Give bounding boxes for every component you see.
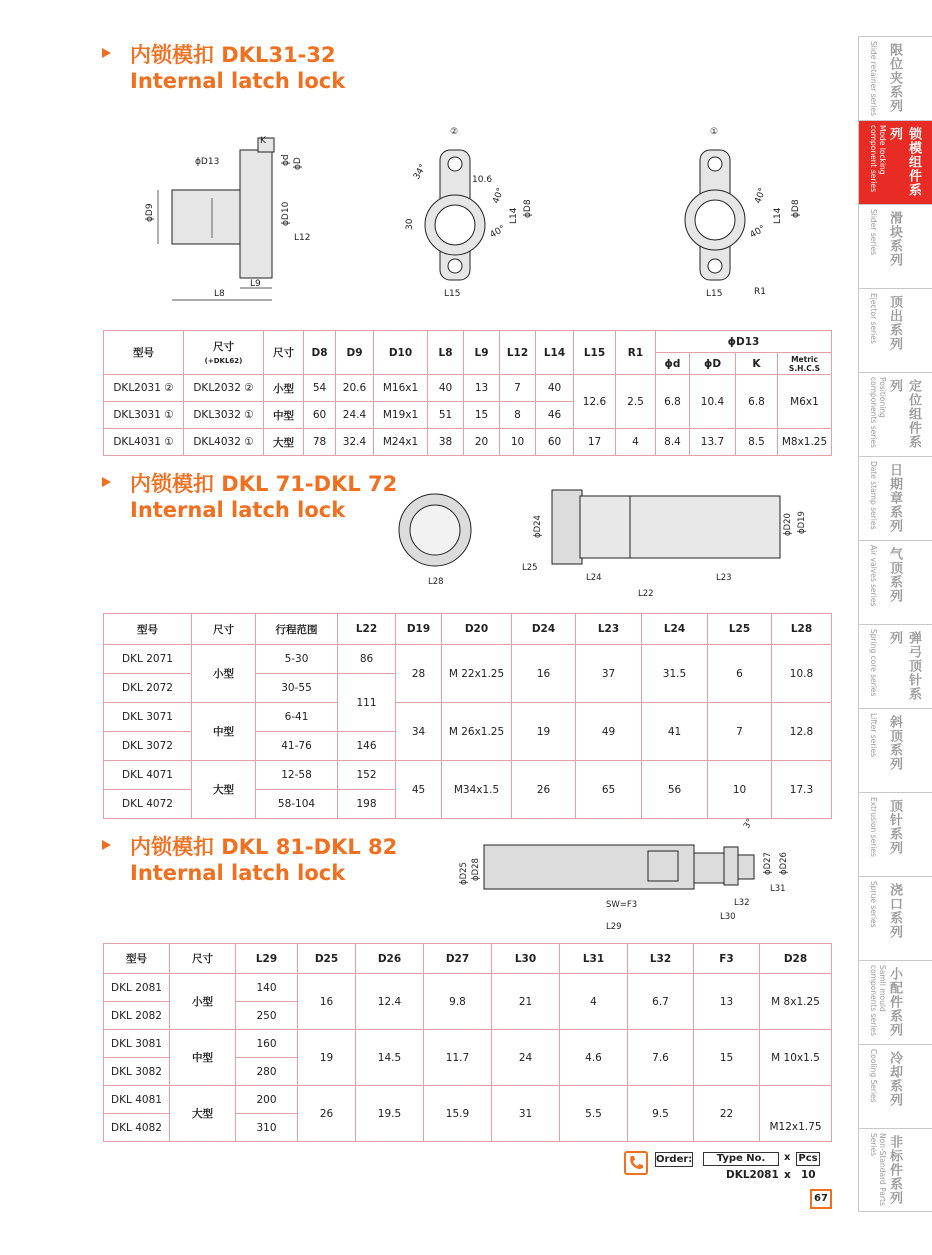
cell: 15.9 (424, 1086, 492, 1142)
sidebar-item-cn: 滑块系列 (887, 211, 902, 267)
section-title-2 (130, 471, 397, 523)
cell: 11.7 (424, 1030, 492, 1086)
header-cell: 型号 (104, 614, 192, 645)
table-row (104, 375, 832, 402)
cell: DKL 2082 (104, 1002, 170, 1030)
header-cell: L28 (772, 614, 832, 645)
cell: 20 (464, 429, 500, 456)
section-title-3 (130, 834, 397, 886)
cell: DKL 2081 (104, 974, 170, 1002)
cell: 60 (536, 429, 574, 456)
label-l30: L30 (720, 912, 736, 922)
cell: 4 (616, 429, 656, 456)
cell: 37 (576, 645, 642, 703)
sidebar-item-en: Samll mould components series (869, 965, 887, 1036)
sidebar-item-cn: 浇口系列 (887, 883, 902, 939)
cell: M 8x1.25 (760, 974, 832, 1030)
table-row (104, 703, 832, 732)
header-cell: ϕd (656, 353, 690, 375)
order-label: Order: (656, 1154, 693, 1165)
cell: DKL 2072 (104, 674, 192, 703)
bullet-arrow-icon (102, 48, 111, 58)
cell: 58-104 (256, 790, 338, 819)
header-cell (778, 353, 832, 375)
cell: 12.8 (772, 703, 832, 761)
cell: 15 (464, 402, 500, 429)
cell: M16x1 (374, 375, 428, 402)
header-cell: 尺寸 (264, 331, 304, 375)
side-view (172, 138, 274, 278)
cell: 86 (338, 645, 396, 674)
cell: 15 (694, 1030, 760, 1086)
section-title-cn: 内锁模扣 DKL31-32 (130, 43, 336, 67)
sidebar-item-en: Extrusion series (869, 797, 878, 857)
cell: 200 (236, 1086, 298, 1114)
cell: 5-30 (256, 645, 338, 674)
label-d10: ϕD10 (281, 201, 291, 226)
header-cell: D19 (396, 614, 442, 645)
header-cell: L29 (236, 944, 298, 974)
front-view-1 (685, 150, 745, 280)
header-cell: 型号 (104, 331, 184, 375)
header-cell: 尺寸 (192, 614, 256, 645)
cell: 16 (298, 974, 356, 1030)
table-row (104, 1030, 832, 1058)
cell: 26 (298, 1086, 356, 1142)
label-40b: 40° (488, 223, 508, 241)
header-text: Metric (791, 354, 818, 364)
cell: 31.5 (642, 645, 708, 703)
header-cell: L25 (708, 614, 772, 645)
sidebar-item-slide-retainer[interactable] (859, 36, 932, 120)
label-d26: ϕD26 (779, 852, 789, 875)
cell: 140 (236, 974, 298, 1002)
label-l9: L9 (250, 279, 261, 289)
sidebar-item-en: Spring core series (869, 629, 878, 697)
sidebar-item-sprue[interactable] (859, 876, 932, 960)
sidebar-item-en: Mode locking component series (869, 125, 887, 193)
cell: 中型 (264, 402, 304, 429)
header-cell: 行程范围 (256, 614, 338, 645)
cell: DKL3032 ① (184, 402, 264, 429)
drawing-dkl81-82 (430, 815, 800, 940)
sidebar-item-cn: 弹弓顶针系列 (887, 631, 921, 701)
cell: 10 (708, 761, 772, 819)
cell: 中型 (170, 1030, 236, 1086)
label-d28: ϕD28 (471, 858, 481, 881)
end-view (399, 494, 471, 566)
cell: DKL 4072 (104, 790, 192, 819)
table-row (104, 429, 832, 456)
label-34: 34° (411, 162, 429, 182)
label-l12: L12 (294, 233, 311, 243)
cell: 13.7 (690, 429, 736, 456)
cell: M8x1.25 (778, 429, 832, 456)
section-title-en: Internal latch lock (130, 498, 346, 522)
sidebar-item-en: Lifter series (869, 713, 878, 758)
label-d20: ϕD20 (783, 513, 793, 536)
sidebar-item-cn: 定位组件系列 (887, 379, 921, 449)
sidebar-item-cn: 斜顶系列 (887, 715, 902, 771)
label-d25: ϕD25 (459, 862, 469, 885)
cell: M 10x1.5 (760, 1030, 832, 1086)
page-number: 67 (810, 1189, 832, 1209)
side-view (552, 490, 780, 564)
sidebar-item-en: Sprue series (869, 881, 878, 928)
label-l22: L22 (638, 589, 654, 599)
cell: 40 (536, 375, 574, 402)
cell: DKL 3071 (104, 703, 192, 732)
sidebar-item-date-stamp[interactable] (859, 456, 932, 540)
sidebar-item-lifter[interactable] (859, 708, 932, 792)
label-l25: L25 (522, 563, 538, 573)
header-cell: D8 (304, 331, 336, 375)
cell: 7.6 (628, 1030, 694, 1086)
cell: 8.4 (656, 429, 690, 456)
cell: 22 (694, 1086, 760, 1142)
order-x2: x (784, 1169, 791, 1181)
cell: 24.4 (336, 402, 374, 429)
cell: 51 (428, 402, 464, 429)
cell: 31 (492, 1086, 560, 1142)
cell: 24 (492, 1030, 560, 1086)
cell: DKL4032 ① (184, 429, 264, 456)
cell: 8 (500, 402, 536, 429)
cell: 146 (338, 732, 396, 761)
cell: 14.5 (356, 1030, 424, 1086)
label-l31: L31 (770, 884, 786, 894)
cell: 34 (396, 703, 442, 761)
header-cell: F3 (694, 944, 760, 974)
header-cell: D10 (374, 331, 428, 375)
spec-table-dkl71-72 (103, 613, 832, 819)
label-d8: ϕD8 (523, 199, 533, 218)
cell: 13 (464, 375, 500, 402)
header-cell: L24 (642, 614, 708, 645)
cell: DKL2032 ② (184, 375, 264, 402)
cell: M34x1.5 (442, 761, 512, 819)
cell: 7 (708, 703, 772, 761)
table-row (104, 645, 832, 674)
header-cell: ϕD (690, 353, 736, 375)
section-title-cn: 内锁模扣 DKL 81-DKL 82 (130, 835, 398, 859)
label-l28: L28 (428, 577, 444, 587)
label-l14-v1: L14 (773, 207, 783, 224)
cell: 160 (236, 1030, 298, 1058)
cell: 41 (642, 703, 708, 761)
cell: 小型 (264, 375, 304, 402)
cell: 21 (492, 974, 560, 1030)
label-l15: L15 (444, 289, 461, 299)
sidebar-item-en: Positioning components series (869, 377, 887, 448)
cell: DKL4031 ① (104, 429, 184, 456)
cell: 4.6 (560, 1030, 628, 1086)
header-cell: D25 (298, 944, 356, 974)
header-subtext: (+DKL62) (204, 357, 243, 365)
order-type-no: Type No. (703, 1152, 779, 1166)
cell: 78 (304, 429, 336, 456)
cell: 10 (500, 429, 536, 456)
label-phid: ϕd (281, 154, 291, 166)
sidebar-item-cn: 气顶系列 (887, 547, 902, 603)
sidebar-item-cn: 限位夹系列 (887, 43, 902, 113)
cell: 250 (236, 1002, 298, 1030)
cell: DKL 4071 (104, 761, 192, 790)
body-shape (172, 190, 242, 244)
cell: 小型 (170, 974, 236, 1030)
front-view-2 (425, 150, 485, 280)
cell: 41-76 (256, 732, 338, 761)
cell: 19 (298, 1030, 356, 1086)
label-l32: L32 (734, 898, 750, 908)
header-cell: L22 (338, 614, 396, 645)
drawing-dkl31-32 (100, 120, 840, 320)
sidebar-item-cn: 小配件系列 (887, 967, 902, 1037)
sidebar-item-spring-core[interactable] (859, 624, 932, 708)
cell: 30-55 (256, 674, 338, 703)
cell: M19x1 (374, 402, 428, 429)
cell: 7 (500, 375, 536, 402)
sidebar-item-slider[interactable] (859, 204, 932, 288)
cell: 26 (512, 761, 576, 819)
sidebar-item-extrusion[interactable] (859, 792, 932, 876)
table-row (104, 974, 832, 1002)
header-cell: 型号 (104, 944, 170, 974)
cell: 16 (512, 645, 576, 703)
sidebar-item-non-standard[interactable] (859, 1128, 932, 1212)
header-cell: 尺寸 (170, 944, 236, 974)
header-cell: L14 (536, 331, 574, 375)
sidebar-item-en: Non-Standard Parts Series (869, 1133, 887, 1206)
cell: 152 (338, 761, 396, 790)
cell: 10.4 (690, 375, 736, 429)
header-cell: L12 (500, 331, 536, 375)
header-cell: L8 (428, 331, 464, 375)
cell: 12.4 (356, 974, 424, 1030)
header-cell: L32 (628, 944, 694, 974)
sidebar-item-cn: 锁模组件系列 (887, 127, 921, 197)
header-cell: L23 (576, 614, 642, 645)
sidebar-item-en: Air valves series (869, 545, 878, 607)
cell: 6-41 (256, 703, 338, 732)
header-cell: ϕD13 (656, 331, 832, 353)
header-subtext: S.H.C.S (788, 363, 821, 373)
cell: 310 (236, 1114, 298, 1142)
label-view2: ② (450, 127, 459, 137)
order-example-type: DKL2081 (726, 1169, 779, 1181)
header-cell: L15 (574, 331, 616, 375)
sidebar-item-en: Cooling Series (869, 1049, 878, 1103)
cell: DKL 3072 (104, 732, 192, 761)
sidebar-item-positioning[interactable] (859, 372, 932, 456)
label-l23: L23 (716, 573, 732, 583)
cell: 56 (642, 761, 708, 819)
cell: M12x1.75 (760, 1086, 832, 1142)
header-cell: L30 (492, 944, 560, 974)
cell: 19.5 (356, 1086, 424, 1142)
cell: M 22x1.25 (442, 645, 512, 703)
cell: 32.4 (336, 429, 374, 456)
sidebar-item-cooling[interactable] (859, 1044, 932, 1128)
label-l24: L24 (586, 573, 602, 583)
cell: M 26x1.25 (442, 703, 512, 761)
cell: 小型 (192, 645, 256, 703)
label-view1: ① (710, 127, 719, 137)
cell: DKL 4081 (104, 1086, 170, 1114)
table-row (104, 1086, 832, 1114)
cell: 12.6 (574, 375, 616, 429)
cell: 大型 (170, 1086, 236, 1142)
label-30: 30 (405, 218, 415, 230)
spec-table-dkl31-32 (103, 330, 832, 456)
sidebar-item-cn: 顶出系列 (887, 295, 902, 351)
cell: DKL 4082 (104, 1114, 170, 1142)
spec-table-dkl81-82 (103, 943, 832, 1142)
header-cell (184, 331, 264, 375)
cell: 28 (396, 645, 442, 703)
cell: 38 (428, 429, 464, 456)
drawing-dkl71-72 (390, 478, 810, 606)
cell: 40 (428, 375, 464, 402)
section-title-cn: 内锁模扣 DKL 71-DKL 72 (130, 472, 398, 496)
header-cell: D20 (442, 614, 512, 645)
sidebar-item-en: Slide retainer series (869, 41, 878, 116)
cell: 6.8 (656, 375, 690, 429)
order-qty: 10 (801, 1169, 816, 1181)
label-l14: L14 (509, 207, 519, 224)
label-d24: ϕD24 (533, 515, 543, 538)
label-r1: R1 (754, 287, 766, 297)
sidebar-item-en: Date stamp series (869, 461, 878, 530)
section-title-en: Internal latch lock (130, 861, 346, 885)
cell: 13 (694, 974, 760, 1030)
cell: 6.8 (736, 375, 778, 429)
label-3deg: 3° (741, 817, 756, 831)
flange-shape (240, 150, 272, 278)
cell: 2.5 (616, 375, 656, 429)
header-cell: D27 (424, 944, 492, 974)
cell: 10.8 (772, 645, 832, 703)
label-phiD: ϕD (293, 157, 303, 170)
sidebar (858, 36, 932, 1212)
label-40a-v1: 40° (753, 186, 769, 206)
cell: M6x1 (778, 375, 832, 429)
header-cell: R1 (616, 331, 656, 375)
cell: 111 (338, 674, 396, 732)
sidebar-item-cn: 非标件系列 (887, 1135, 902, 1205)
sidebar-item-air-valves[interactable] (859, 540, 932, 624)
sidebar-item-cn: 顶针系列 (887, 799, 902, 855)
cell: 大型 (264, 429, 304, 456)
cell: 280 (236, 1058, 298, 1086)
label-sw: SW=F3 (606, 900, 638, 910)
header-cell: L9 (464, 331, 500, 375)
cell: DKL 2071 (104, 645, 192, 674)
label-d13: ϕD13 (195, 157, 220, 167)
sidebar-item-mode-locking[interactable] (859, 120, 932, 204)
cell: 49 (576, 703, 642, 761)
sidebar-item-ejector[interactable] (859, 288, 932, 372)
label-d27: ϕD27 (763, 852, 773, 875)
header-text: 尺寸 (213, 341, 234, 353)
cell: 17.3 (772, 761, 832, 819)
sidebar-item-cn: 日期章系列 (887, 463, 902, 533)
cell: 46 (536, 402, 574, 429)
cell: 6 (708, 645, 772, 703)
cell: 54 (304, 375, 336, 402)
cell: 198 (338, 790, 396, 819)
label-d19: ϕD19 (797, 511, 807, 534)
bullet-arrow-icon (102, 477, 111, 487)
order-x: x (784, 1152, 791, 1163)
cell: 60 (304, 402, 336, 429)
label-l15-v1: L15 (706, 289, 723, 299)
cell: DKL3031 ① (104, 402, 184, 429)
header-cell: K (736, 353, 778, 375)
sidebar-item-en: Ejector series (869, 293, 878, 344)
label-k: K (260, 136, 266, 146)
cell: 9.8 (424, 974, 492, 1030)
label-106: 10.6 (472, 175, 493, 185)
table-row (104, 761, 832, 790)
cell: 20.6 (336, 375, 374, 402)
cell: M24x1 (374, 429, 428, 456)
label-d8-v1: ϕD8 (791, 199, 801, 218)
cell: 45 (396, 761, 442, 819)
label-l8: L8 (214, 289, 225, 299)
cell: DKL 3081 (104, 1030, 170, 1058)
header-cell: D24 (512, 614, 576, 645)
cell: 12-58 (256, 761, 338, 790)
cell: 5.5 (560, 1086, 628, 1142)
phone-icon (624, 1151, 648, 1175)
header-cell: D9 (336, 331, 374, 375)
cell: 4 (560, 974, 628, 1030)
label-40a: 40° (491, 186, 507, 206)
section-title-en: Internal latch lock (130, 69, 346, 93)
header-cell: L31 (560, 944, 628, 974)
section-title-1 (130, 42, 345, 94)
label-l29: L29 (606, 922, 622, 932)
order-pcs: Pcs (796, 1152, 820, 1166)
cell: DKL2031 ② (104, 375, 184, 402)
pin-shape (484, 845, 754, 889)
cell: 6.7 (628, 974, 694, 1030)
sidebar-item-en: Slider series (869, 209, 878, 255)
header-cell: D28 (760, 944, 832, 974)
label-40b-v1: 40° (748, 223, 768, 241)
cell: 65 (576, 761, 642, 819)
sidebar-item-cn: 冷却系列 (887, 1051, 902, 1107)
label-d9: ϕD9 (145, 203, 155, 222)
sidebar-item-small-components[interactable] (859, 960, 932, 1044)
cell: DKL 3082 (104, 1058, 170, 1086)
cell: 17 (574, 429, 616, 456)
cell: 中型 (192, 703, 256, 761)
cell: 8.5 (736, 429, 778, 456)
bullet-arrow-icon (102, 840, 111, 850)
header-cell: D26 (356, 944, 424, 974)
cell: 大型 (192, 761, 256, 819)
cell: 9.5 (628, 1086, 694, 1142)
cell: 19 (512, 703, 576, 761)
